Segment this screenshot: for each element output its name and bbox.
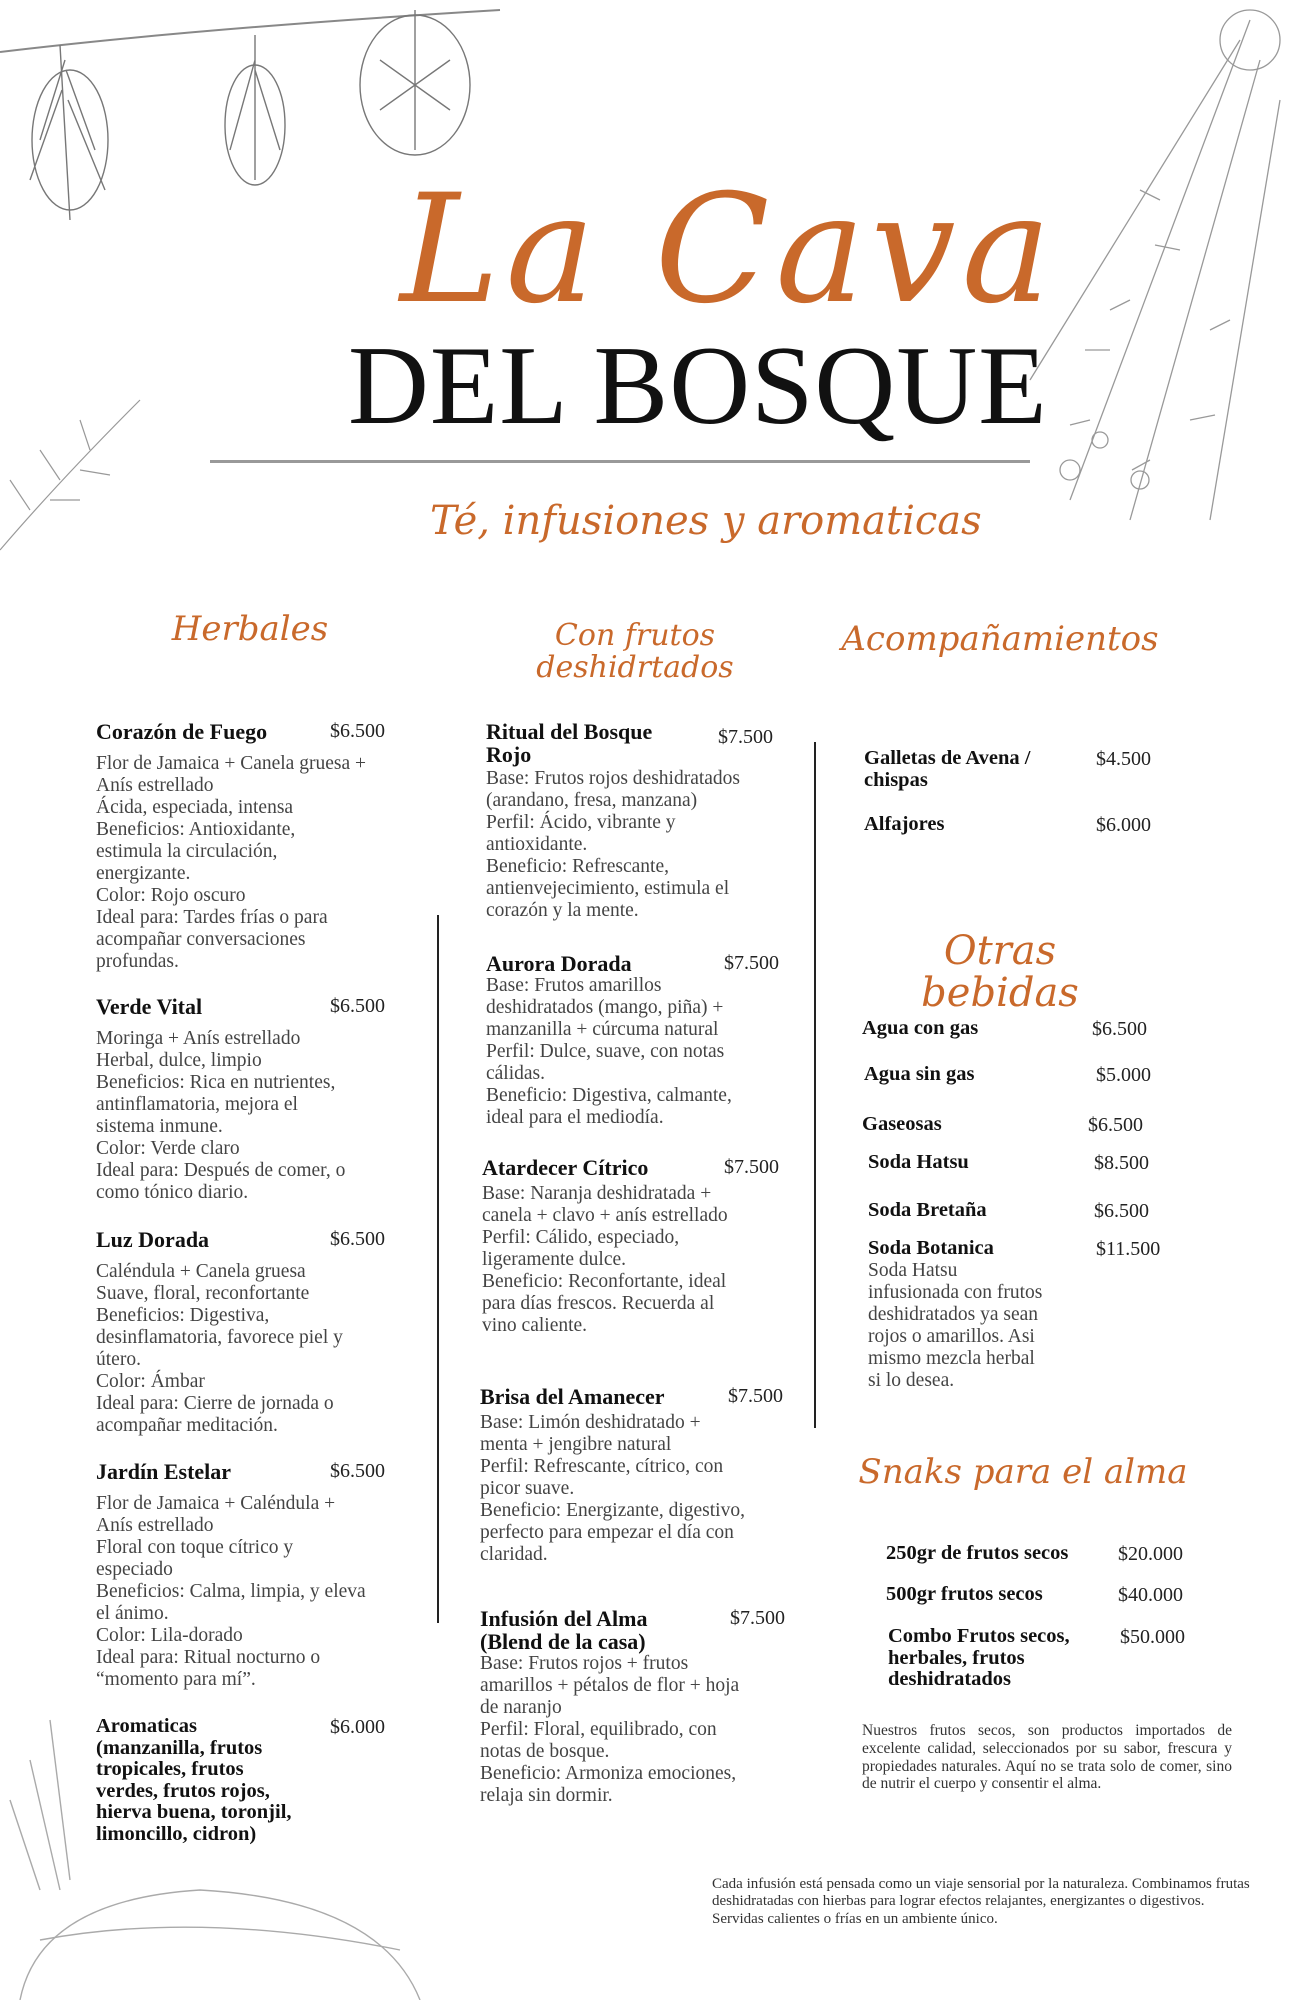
- snaks-note: Nuestros frutos secos, son productos importados de excelente calidad, seleccionados por su sabor, frescura y propiedades naturales. Aquí no se trata solo de comer, sino de nutrir el cuerpo y consentir el alma.: [862, 1722, 1232, 1793]
- menu-item-herbal: [96, 1716, 426, 1845]
- item-name: Atardecer Cítrico: [482, 1155, 649, 1180]
- menu-item-frutos: [480, 1385, 800, 1566]
- item-name: Gaseosas: [862, 1113, 942, 1135]
- item-price: $6.500: [330, 1228, 385, 1250]
- item-name: Agua sin gas: [864, 1063, 975, 1085]
- item-name: Luz Dorada: [96, 1227, 210, 1252]
- menu-item-acompanamiento: [864, 814, 1164, 836]
- title-script: La Cava: [400, 163, 1058, 337]
- item-description: Flor de Jamaica + Caléndula + Anís estrellado Floral con toque cítrico y especiado Beneficios: Calma, limpia, y eleva el ánimo. Color: Lila-dorado Ideal para: Ritual nocturno o “momento para mí”.: [96, 1493, 366, 1691]
- item-price: $11.500: [1096, 1238, 1161, 1260]
- item-price: $4.500: [1096, 748, 1151, 770]
- column-divider-1: [437, 915, 439, 1623]
- menu-item-herbal: [96, 720, 426, 973]
- item-price: $20.000: [1118, 1543, 1183, 1565]
- title-main: DEL BOSQUE: [348, 324, 1048, 448]
- item-name: Verde Vital: [96, 994, 203, 1019]
- item-name: Jardín Estelar: [96, 1459, 232, 1484]
- item-name: Galletas de Avena / chispas: [864, 747, 1031, 791]
- item-description: Flor de Jamaica + Canela gruesa + Anís estrellado Ácida, especiada, intensa Beneficios: Antioxidante, estimula la circulación, energizante. Color: Rojo oscuro Ideal para: Tardes frías o para acompañar conversaciones profundas.: [96, 753, 366, 973]
- item-name: Soda Hatsu: [868, 1151, 969, 1173]
- item-price: $6.500: [1092, 1018, 1147, 1040]
- section-title-frutos: Con frutos deshidrtados: [536, 618, 734, 685]
- menu-item-herbal: [96, 1460, 431, 1691]
- menu-item-bebida: [862, 1114, 1172, 1136]
- title-divider: [210, 460, 1030, 463]
- herb-sprig-illustration-left: [0, 380, 150, 560]
- item-price: $6.500: [1088, 1114, 1143, 1136]
- section-title-acompanamientos: Acompañamientos: [841, 619, 1159, 659]
- item-name: Soda Botanica: [868, 1237, 994, 1259]
- item-price: $7.500: [728, 1385, 783, 1407]
- item-price: $7.500: [724, 952, 779, 974]
- item-description: Base: Frutos amarillos deshidratados (mango, piña) + manzanilla + cúrcuma natural Perfil: Dulce, suave, con notas cálidas. Beneficio: Digestiva, calmante, ideal para el mediodía.: [486, 975, 732, 1129]
- item-price: $5.000: [1096, 1064, 1151, 1086]
- menu-item-bebida: [862, 1018, 1172, 1040]
- item-price: $40.000: [1118, 1584, 1183, 1606]
- item-price: $7.500: [718, 726, 773, 748]
- item-name: Infusión del Alma (Blend de la casa): [480, 1606, 648, 1655]
- item-price: $6.500: [330, 720, 385, 742]
- item-price: $6.000: [330, 1716, 385, 1738]
- menu-item-snak: [886, 1584, 1206, 1606]
- column-divider-2: [814, 742, 816, 1428]
- item-description: Base: Limón deshidratado + menta + jengibre natural Perfil: Refrescante, cítrico, con picor suave. Beneficio: Energizante, digestivo, perfecto para empezar el día con claridad.: [480, 1412, 745, 1566]
- menu-item-bebida: [868, 1152, 1178, 1174]
- item-name: Ritual del Bosque Rojo: [486, 719, 653, 768]
- section-title-otras-bebidas: Otras bebidas: [921, 928, 1079, 1016]
- item-name: Aurora Dorada: [486, 951, 632, 976]
- item-price: $8.500: [1094, 1152, 1149, 1174]
- item-description: Moringa + Anís estrellado Herbal, dulce, limpio Beneficios: Rica en nutrientes, antinflamatoria, mejora el sistema inmune. Color: Verde claro Ideal para: Después de comer, o como tónico diario.: [96, 1028, 346, 1204]
- section-title-snaks: Snaks para el alma: [858, 1452, 1188, 1492]
- item-description: Base: Frutos rojos + frutos amarillos + pétalos de flor + hoja de naranjo Perfil: Floral, equilibrado, con notas de bosque. Beneficio: Armoniza emociones, relaja sin dormir.: [480, 1653, 740, 1807]
- item-price: $6.500: [330, 995, 385, 1017]
- section-title-herbales: Herbales: [171, 609, 329, 649]
- item-name: Soda Bretaña: [868, 1199, 987, 1221]
- menu-item-snak: [888, 1626, 1208, 1691]
- item-description: Soda Hatsu infusionada con frutos deshidratados ya sean rojos o amarillos. Asi mismo mezcla herbal si lo desea.: [868, 1259, 1043, 1391]
- item-price: $6.500: [1094, 1200, 1149, 1222]
- item-name: Combo Frutos secos, herbales, frutos deshidratados: [888, 1625, 1070, 1691]
- item-price: $6.500: [330, 1460, 385, 1482]
- item-price: $6.000: [1096, 814, 1151, 836]
- item-name: 250gr de frutos secos: [886, 1542, 1069, 1564]
- menu-item-herbal: [96, 1228, 426, 1437]
- item-name: Brisa del Amanecer: [480, 1384, 665, 1409]
- menu-item-bebida: [864, 1064, 1174, 1086]
- item-price: $7.500: [724, 1156, 779, 1178]
- item-price: $7.500: [730, 1607, 785, 1629]
- menu-item-frutos: [486, 952, 806, 1129]
- menu-item-frutos: [480, 1607, 800, 1807]
- item-name: Agua con gas: [862, 1017, 979, 1039]
- subtitle: Té, infusiones y aromaticas: [430, 498, 982, 544]
- item-description: Caléndula + Canela gruesa Suave, floral, reconfortante Beneficios: Digestiva, desinflamatoria, favorece piel y útero. Color: Ámbar Ideal para: Cierre de jornada o acompañar meditación.: [96, 1261, 343, 1437]
- menu-item-bebida: [868, 1238, 1178, 1392]
- menu-item-frutos: [486, 720, 806, 922]
- menu-item-bebida: [868, 1200, 1178, 1222]
- footer-note: Cada infusión está pensada como un viaje sensorial por la naturaleza. Combinamos frutas deshidratadas con hierbas para lograr efectos relajantes, energizantes o digestivos. Servidas calientes o frías en un ambiente único.: [712, 1876, 1250, 1927]
- item-price: $50.000: [1120, 1626, 1185, 1648]
- item-name: 500gr frutos secos: [886, 1583, 1043, 1605]
- item-name: Alfajores: [864, 813, 945, 835]
- item-name: Aromaticas (manzanilla, frutos tropicales, frutos verdes, frutos rojos, hierva buena, toronjil, limoncillo, cidron): [96, 1715, 292, 1845]
- item-description: Base: Naranja deshidratada + canela + clavo + anís estrellado Perfil: Cálido, especiado, ligeramente dulce. Beneficio: Reconfortante, ideal para días frescos. Recuerda al vino caliente.: [482, 1183, 728, 1337]
- item-name: Corazón de Fuego: [96, 719, 268, 744]
- menu-item-acompanamiento: [864, 748, 1164, 791]
- menu-item-frutos: [482, 1156, 802, 1337]
- menu-item-herbal: [96, 995, 426, 1204]
- item-description: Base: Frutos rojos deshidratados (arandano, fresa, manzana) Perfil: Ácido, vibrante y antioxidante. Beneficio: Refrescante, antienvejecimiento, estimula el corazón y la mente.: [486, 768, 741, 922]
- menu-item-snak: [886, 1543, 1206, 1565]
